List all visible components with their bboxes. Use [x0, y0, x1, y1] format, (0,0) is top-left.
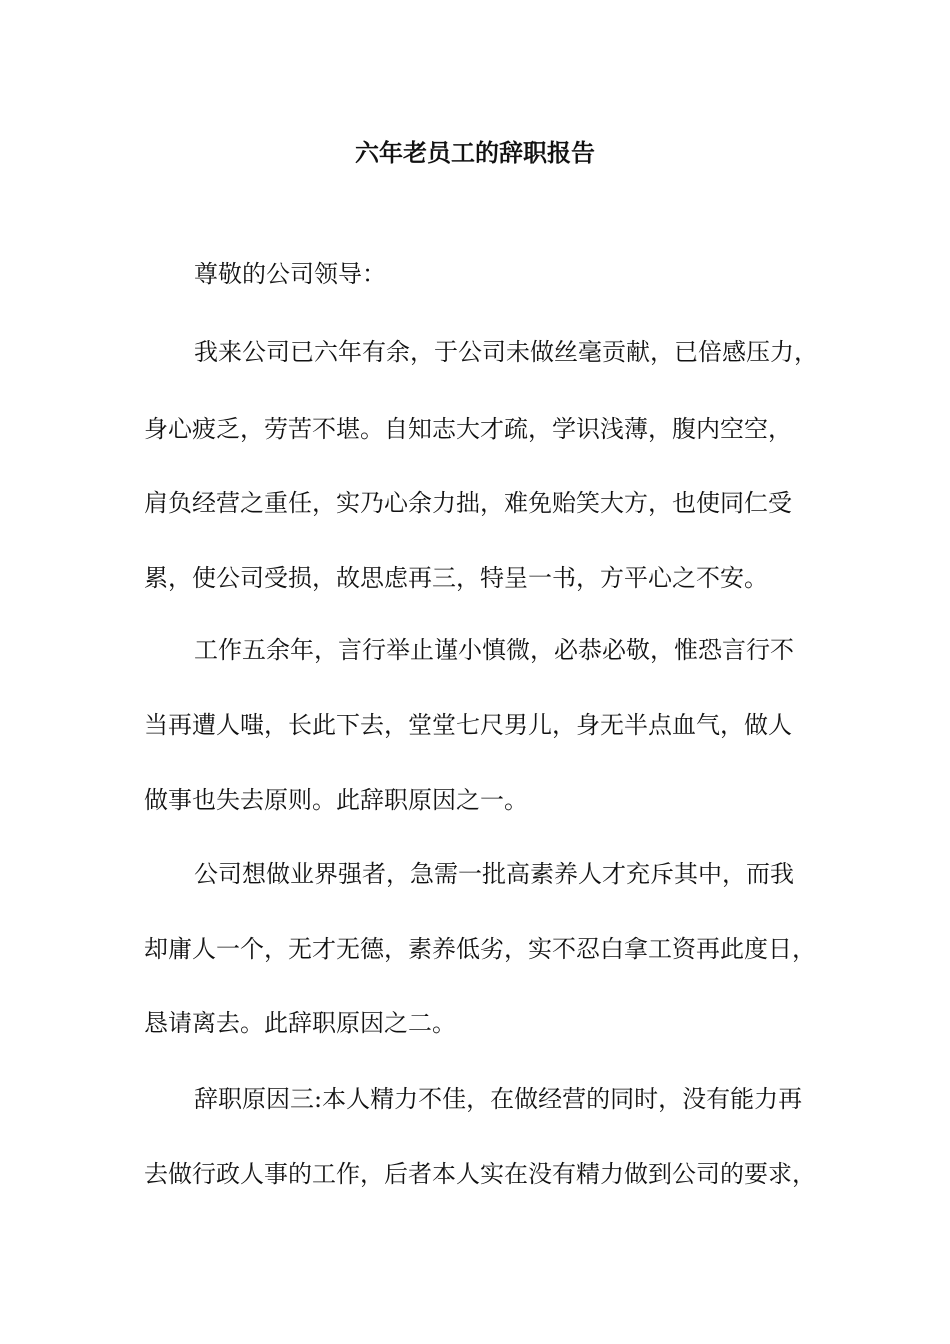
body-line-8: 公司想做业界强者，急需一批高素养人才充斥其中，而我 [194, 860, 794, 888]
body-line-1: 我来公司已六年有余，于公司未做丝毫贡献，已倍感压力， [194, 338, 818, 366]
body-line-6: 当再遭人嗤，长此下去，堂堂七尺男儿，身无半点血气，做人 [144, 711, 792, 739]
body-line-5: 工作五余年，言行举止谨小慎微，必恭必敬，惟恐言行不 [194, 636, 794, 664]
body-line-12: 去做行政人事的工作，后者本人实在没有精力做到公司的要求， [144, 1160, 816, 1188]
greeting-line: 尊敬的公司领导： [194, 260, 386, 288]
body-line-3: 肩负经营之重任，实乃心余力拙，难免贻笑大方，也使同仁受 [144, 489, 792, 517]
body-line-10: 恳请离去。此辞职原因之二。 [144, 1009, 456, 1037]
body-line-2: 身心疲乏，劳苦不堪。自知志大才疏，学识浅薄，腹内空空， [144, 415, 792, 443]
body-line-7: 做事也失去原则。此辞职原因之一。 [144, 786, 528, 814]
document-title: 六年老员工的辞职报告 [355, 138, 595, 167]
body-line-9: 却庸人一个，无才无德，素养低劣，实不忍白拿工资再此度日， [144, 935, 816, 963]
body-line-4: 累，使公司受损，故思虑再三，特呈一书，方平心之不安。 [144, 564, 768, 592]
body-line-11: 辞职原因三:本人精力不佳，在做经营的同时，没有能力再 [194, 1085, 803, 1113]
